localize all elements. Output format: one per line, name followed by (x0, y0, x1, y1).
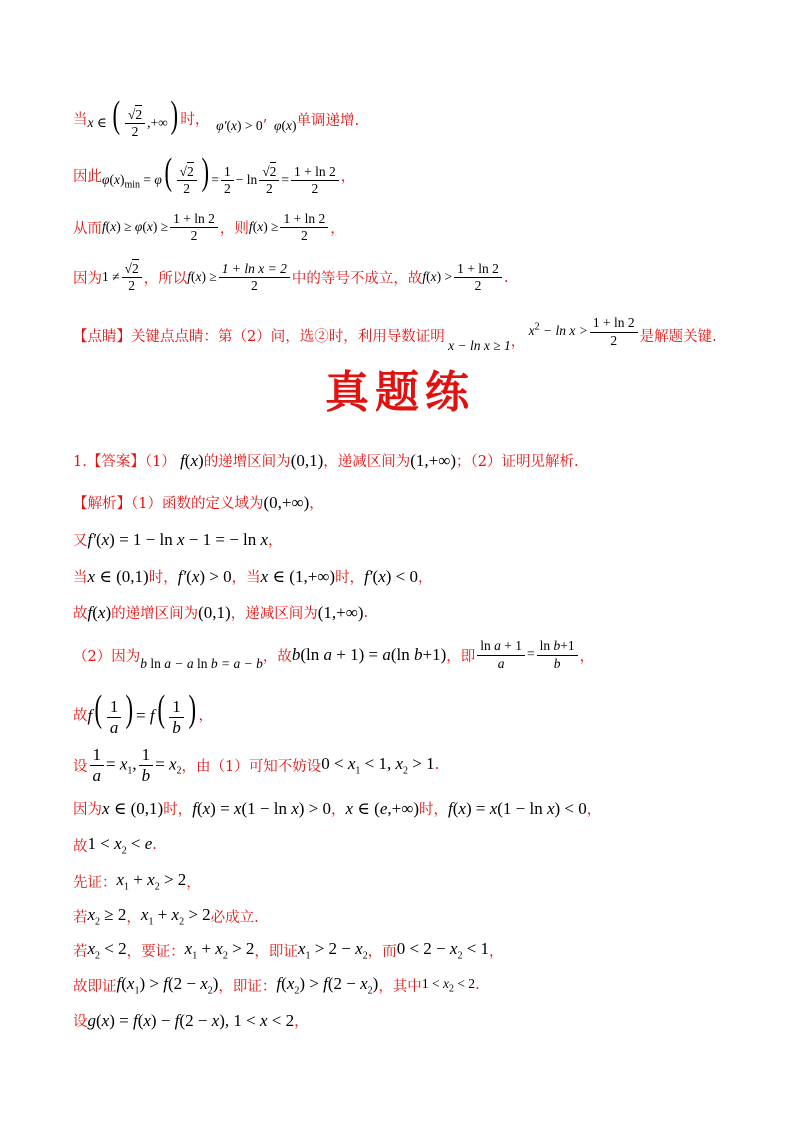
math: g(x) = f(x) − f(2 − x), 1 < x < 2 (87, 1010, 295, 1030)
text: ， (126, 909, 141, 926)
text: 【解析】（1）函数的定义域为 (73, 496, 264, 512)
text: ，当 (231, 570, 261, 586)
line-12 (73, 688, 213, 737)
text: 单调递增. (296, 113, 360, 130)
text: . (475, 977, 480, 994)
text: 中的等号不成立，故 (291, 271, 423, 288)
math: x ∈ (e,+∞) (345, 798, 419, 818)
math: f′(x) > 0 (177, 566, 232, 586)
line-10 (73, 602, 368, 623)
line-6 (73, 450, 579, 471)
text: 时， (163, 802, 193, 818)
math: $1 < x_2 < 2$ (421, 975, 476, 995)
text: ， (586, 802, 602, 818)
text: 时， (148, 570, 178, 586)
text: ， (268, 533, 283, 549)
math: b(ln a + 1) = a(ln b+1) (291, 645, 447, 664)
text: ， (186, 874, 201, 891)
text: 的递增区间为 (203, 454, 291, 470)
text: ，则 (219, 221, 249, 238)
math: f′(x) = 1 − ln x − 1 = − ln x (87, 529, 269, 549)
math: $x_1 > 2 - x_2$ (297, 939, 368, 962)
line-15 (73, 834, 157, 856)
text: 是解题关键. (639, 328, 717, 345)
math: $0 < x_1 < 1$, $x_2 > 1$ (321, 754, 435, 777)
math: (0,1) (198, 602, 231, 622)
math: x ∈ (1,+∞) (260, 566, 336, 586)
text: 时， (180, 112, 210, 129)
text: ，递减区间为 (230, 606, 318, 622)
text: ，其中 (378, 978, 422, 995)
text: . (152, 837, 157, 854)
text: ，即证： (218, 978, 277, 995)
math: f( $\frac{1}{a}$ ) = f( $\frac{1}{b}$ ) (87, 688, 196, 737)
text: . (434, 757, 440, 774)
line-17 (73, 905, 259, 927)
text: ， (510, 333, 526, 350)
math: $x^2 - \ln x$ > $\frac{1 + \ln 2}{2}$ (525, 316, 639, 347)
math: $\varphi(x)_{min} = \varphi$( $\frac{√2}{2}$ ) = $\frac{1}{2}$ − ln $\frac{√2}{2}$ = $\frac{1 + \ln 2}{2}$ (102, 155, 341, 197)
math: b ln a − a ln b = a − b (140, 656, 263, 671)
text: 故 (73, 707, 88, 724)
math: $x_1 + x_2 > 2$ (140, 905, 211, 928)
text: 先证： (73, 874, 117, 891)
math: $x_1 + x_2 > 2$ (116, 870, 187, 893)
text: ，递减区间为 (323, 454, 411, 470)
text: ，而 (367, 943, 397, 960)
math: $x_2 < 2$ (87, 939, 127, 962)
math: f(x) ≥ $\frac{1 + \ln 2}{2}$ (249, 212, 330, 243)
math: φ(x) (267, 117, 297, 133)
math: f(x) ≥ $\frac{\text{1 + ln x = 2}}{2}$ (187, 262, 292, 293)
math: f(x) ≥ φ(x) ≥ $\frac{1 + \ln 2}{2}$ (102, 212, 220, 243)
text: 【点睛】关键点点睛：第（2）问，选②时，利用导数证明 (73, 328, 445, 345)
text: . (363, 604, 369, 621)
text: ， (340, 169, 356, 186)
math: $\frac{\text{ln a + 1}}{a}$ = $\frac{\text{ln b+1}}{b}$ (475, 639, 579, 670)
math: 1 ≠ $\frac{√2}{2}$ (102, 262, 144, 293)
text: 设 (73, 758, 88, 775)
text: 故 (73, 838, 88, 855)
math: x ∈ ( $\frac{√2}{2}$ ,+∞) (87, 94, 178, 140)
text: 当 (73, 112, 88, 129)
text: . (503, 269, 509, 286)
text: ， (330, 221, 345, 238)
text: 的递增区间为 (111, 606, 199, 622)
line-5 (73, 316, 717, 354)
text: ， (198, 707, 213, 724)
math: (1,+∞) (317, 602, 364, 622)
text: ， (417, 570, 433, 586)
text: 若 (73, 909, 88, 926)
math: (0,1) (290, 450, 324, 470)
line-9 (73, 566, 432, 587)
line-2 (73, 151, 356, 197)
text: （2）因为 (73, 648, 141, 665)
text: 时， (418, 802, 448, 818)
math: f(x) (87, 602, 112, 622)
math: $x_1 + x_2 > 2$ (184, 939, 255, 962)
text: ， (489, 943, 504, 960)
line-13 (73, 746, 439, 785)
text: 因此 (73, 169, 102, 186)
line-18 (73, 939, 504, 961)
math: f(x) > $\frac{1 + \ln 2}{2}$ (422, 262, 504, 293)
text: ，故 (262, 648, 292, 665)
text: 时， (335, 570, 365, 586)
line-3 (73, 212, 345, 243)
text: ，要证： (126, 943, 185, 960)
math: $0 < 2 - x_2 < 1$ (396, 939, 490, 962)
text: 因为 (73, 802, 102, 818)
text: ， (309, 496, 324, 512)
text: 必成立. (210, 909, 259, 926)
text: 从而 (73, 221, 102, 238)
math: (0,+∞) (263, 492, 310, 512)
text: 故 (73, 606, 88, 622)
text: 故即证 (73, 978, 117, 995)
line-14 (73, 798, 601, 819)
math: $1 < x_2 < e$ (87, 834, 153, 857)
line-8 (73, 529, 283, 550)
text: ，由（1）可知不妨设 (181, 758, 322, 775)
text: ， (294, 1014, 309, 1030)
text: 因为 (73, 271, 102, 288)
text: ；（2）证明见解析. (456, 454, 579, 470)
math: f(x) = x(1 − ln x) < 0 (447, 798, 587, 818)
section-title: 真题练 (325, 367, 475, 418)
math: x ∈ (0,1) (87, 566, 149, 586)
text: 又 (73, 533, 88, 549)
math: (1,+∞) (410, 450, 457, 470)
text: 设 (73, 1014, 88, 1030)
math: φ′(x) > 0 (209, 117, 263, 133)
text: ， (579, 648, 595, 665)
text: ，即 (446, 648, 476, 665)
line-1: 当 x ∈ ( $\frac{√2}{2}$ ,+∞) 时， φ′(x) > 0 ’ φ(x) 单调递增. (73, 94, 360, 140)
math: f(x) (175, 450, 204, 470)
math: f(x) = x(1 − ln x) > 0 (192, 798, 331, 818)
line-7 (73, 492, 324, 513)
math: $x_2 \ge 2$ (87, 905, 127, 928)
text: ，即证 (254, 943, 298, 960)
line-20 (73, 1010, 309, 1031)
math: f′(x) < 0 (364, 566, 418, 586)
text: ，所以 (143, 271, 188, 288)
text: 当 (73, 570, 88, 586)
line-11 (73, 638, 594, 672)
text: 1.【答案】（1） (73, 454, 176, 470)
math: $\frac{1}{a}$ = $x_1$, $\frac{1}{b}$ = $x_2$ (88, 746, 182, 785)
text: 若 (73, 943, 88, 960)
line-19 (73, 974, 480, 996)
line-4 (73, 262, 508, 293)
math: $f(x_1) > f(2 - x_2)$ (116, 974, 219, 997)
math: x − ln x ≥ 1 (444, 338, 511, 353)
math: $f(x_2) > f(2 - x_2)$ (276, 974, 379, 997)
text: ， (331, 802, 346, 818)
math: x ∈ (0,1) (102, 798, 164, 818)
line-16 (73, 870, 201, 892)
